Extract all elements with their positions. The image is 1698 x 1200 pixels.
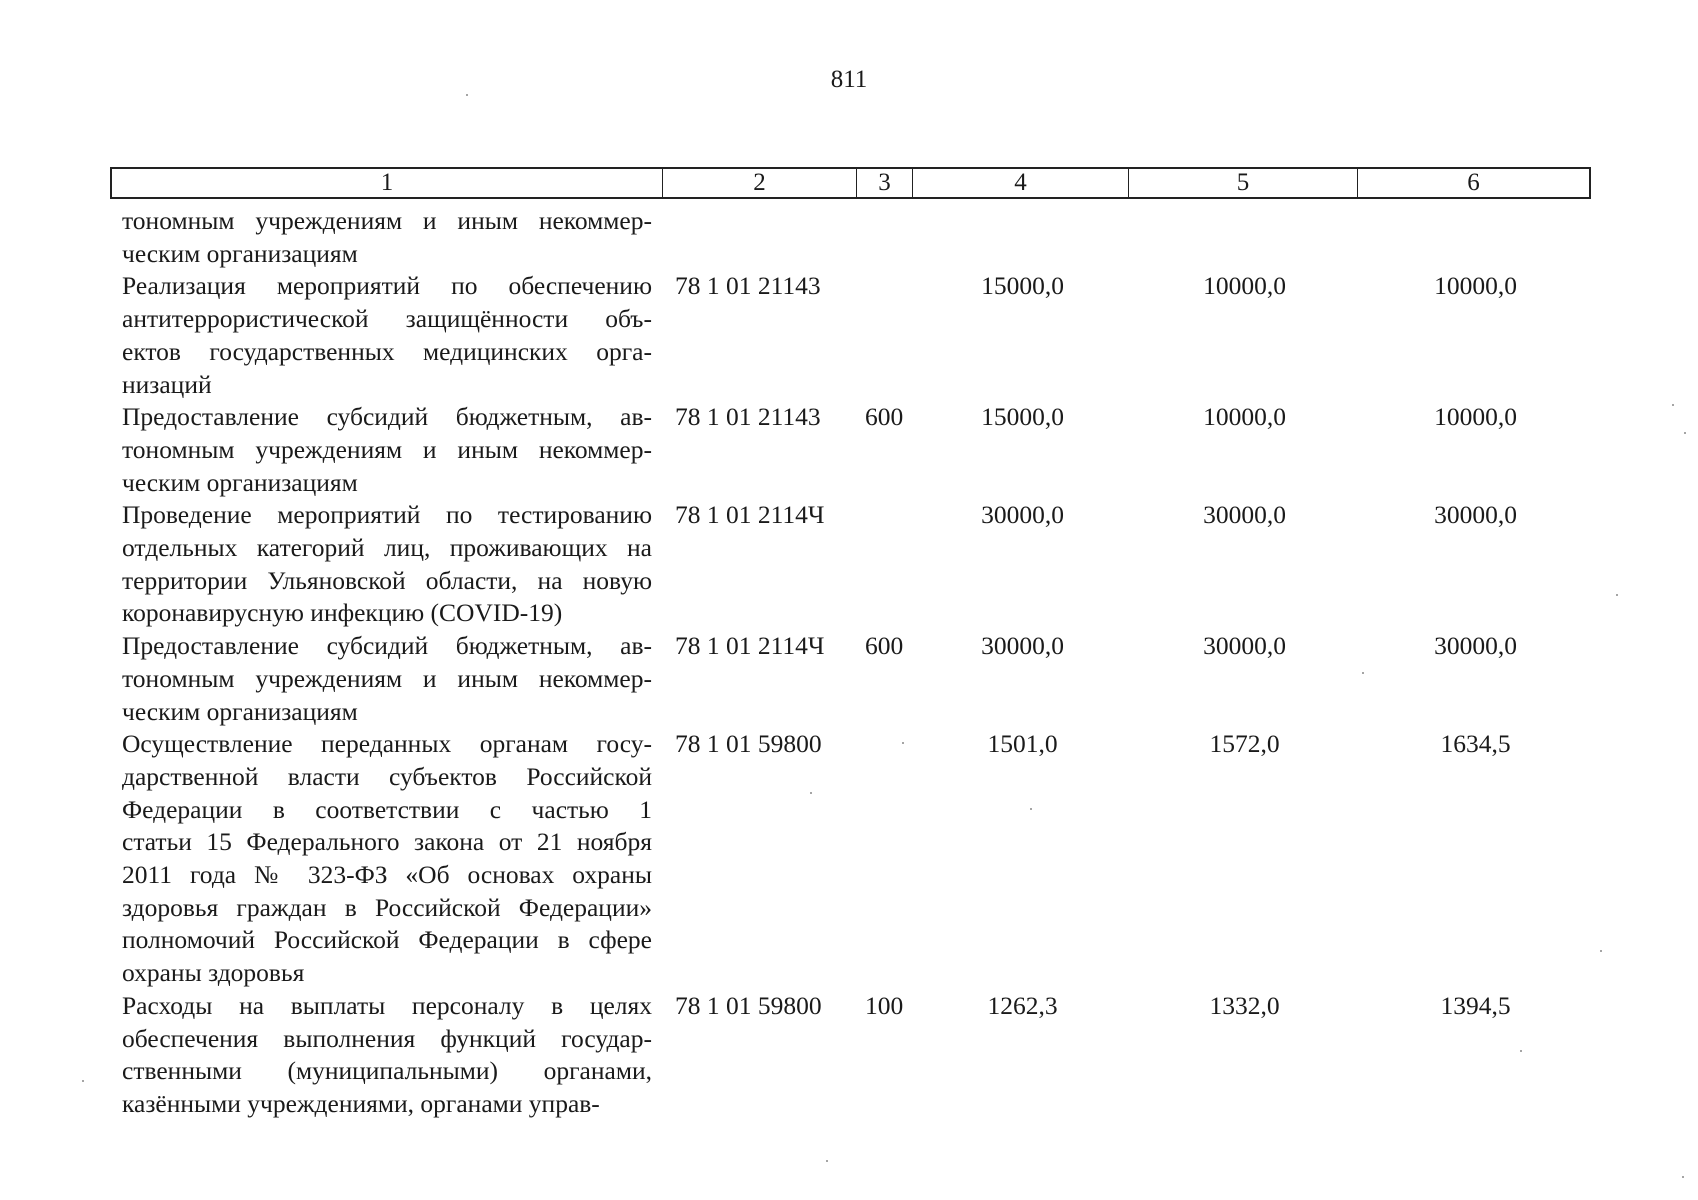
scan-speck <box>1682 1176 1684 1178</box>
description-line: охраны здоровья <box>122 958 305 988</box>
description-line: Предоставление субсидий бюджетным, ав- <box>122 631 652 661</box>
description-line: Расходы на выплаты персоналу в целях <box>122 990 652 1020</box>
row-code: 78 1 01 21143 <box>675 271 821 301</box>
description-line: ческим организациям <box>122 238 358 268</box>
row-code: 78 1 01 21143 <box>675 402 821 432</box>
description-line: здоровья граждан в Российской Федерации» <box>122 892 652 922</box>
description-line: антитеррористической защищённости объ- <box>122 304 652 334</box>
row-value-col-4: 15000,0 <box>981 402 1064 432</box>
table-row <box>0 270 1698 401</box>
row-expense-type: 600 <box>865 631 904 661</box>
table-row <box>0 401 1698 499</box>
scan-speck <box>1520 1050 1522 1052</box>
row-description <box>122 630 652 728</box>
description-line: Осуществление переданных органам госу- <box>122 729 652 759</box>
row-description <box>122 205 652 270</box>
description-line: территории Ульяновской области, на новую <box>122 565 652 595</box>
row-value-col-4: 1501,0 <box>987 729 1058 759</box>
row-description <box>122 499 652 630</box>
header-col-6: 6 <box>1467 169 1480 196</box>
header-col-5: 5 <box>1129 169 1358 197</box>
description-line: статьи 15 Федерального закона от 21 ноября <box>122 827 652 857</box>
row-value-col-5: 10000,0 <box>1203 271 1286 301</box>
description-line: коронавирусную инфекцию (COVID-19) <box>122 598 563 628</box>
header-col-4: 4 <box>913 169 1129 197</box>
table-row <box>0 728 1698 990</box>
table-row <box>0 205 1698 270</box>
row-code: 78 1 01 2114Ч <box>675 500 825 530</box>
header-col-1: 1 <box>112 169 663 197</box>
description-line: Предоставление субсидий бюджетным, ав- <box>122 402 652 432</box>
scan-speck <box>466 94 468 96</box>
description-line: низаций <box>122 369 212 399</box>
page-number: 811 <box>830 66 868 93</box>
row-description <box>122 270 652 401</box>
row-expense-type: 600 <box>865 402 904 432</box>
description-line: казёнными учреждениями, органами управ- <box>122 1088 600 1118</box>
row-value-col-6: 10000,0 <box>1434 271 1517 301</box>
table-row <box>0 499 1698 630</box>
description-line: тономным учреждениям и иным некоммер- <box>122 663 652 693</box>
row-value-col-5: 10000,0 <box>1203 402 1286 432</box>
row-value-col-6: 1394,5 <box>1440 990 1511 1020</box>
row-value-col-5: 1572,0 <box>1209 729 1280 759</box>
table-body <box>0 205 1698 1121</box>
description-line: дарственной власти субъектов Российской <box>122 761 652 791</box>
row-value-col-4: 30000,0 <box>981 631 1064 661</box>
table-header <box>110 167 1591 199</box>
description-line: обеспечения выполнения функций государ- <box>122 1023 652 1053</box>
row-expense-type: 100 <box>865 990 904 1020</box>
table-row <box>0 990 1698 1121</box>
row-value-col-5: 1332,0 <box>1209 990 1280 1020</box>
row-value-col-6: 10000,0 <box>1434 402 1517 432</box>
scan-speck <box>1616 594 1618 596</box>
row-code: 78 1 01 59800 <box>675 990 822 1020</box>
description-line: Федерации в соответствии с частью 1 <box>122 794 652 824</box>
row-value-col-6: 30000,0 <box>1434 631 1517 661</box>
header-col-2: 2 <box>663 169 857 197</box>
table-row <box>0 630 1698 728</box>
scan-speck <box>82 1080 84 1082</box>
scan-speck <box>810 792 812 794</box>
description-line: ственными (муниципальными) органами, <box>122 1056 652 1086</box>
description-line: Проведение мероприятий по тестированию <box>122 500 652 530</box>
row-code: 78 1 01 2114Ч <box>675 631 825 661</box>
row-value-col-4: 1262,3 <box>987 990 1058 1020</box>
description-line: полномочий Российской Федерации в сфере <box>122 925 652 955</box>
scan-speck <box>1030 808 1032 810</box>
row-value-col-5: 30000,0 <box>1203 500 1286 530</box>
row-description <box>122 990 652 1121</box>
row-value-col-6: 30000,0 <box>1434 500 1517 530</box>
scan-speck <box>1362 672 1364 674</box>
scan-speck <box>902 742 904 744</box>
row-value-col-4: 15000,0 <box>981 271 1064 301</box>
scan-speck <box>1672 404 1674 406</box>
description-line: 2011 года № 323-ФЗ «Об основах охраны <box>122 860 652 890</box>
row-code: 78 1 01 59800 <box>675 729 822 759</box>
row-value-col-5: 30000,0 <box>1203 631 1286 661</box>
scan-speck <box>1684 432 1686 434</box>
scan-speck <box>1600 950 1602 952</box>
description-line: ческим организациям <box>122 696 358 726</box>
description-line: тономным учреждениям и иным некоммер- <box>122 434 652 464</box>
description-line: отдельных категорий лиц, проживающих на <box>122 533 652 563</box>
description-line: ческим организациям <box>122 467 358 497</box>
description-line: ектов государственных медицинских орга- <box>122 336 652 366</box>
description-line: тономным учреждениям и иным некоммер- <box>122 206 652 235</box>
scan-speck <box>826 1160 828 1162</box>
row-description <box>122 401 652 499</box>
header-col-3: 3 <box>857 169 913 197</box>
row-value-col-6: 1634,5 <box>1440 729 1511 759</box>
row-description <box>122 728 652 990</box>
description-line: Реализация мероприятий по обеспечению <box>122 271 652 301</box>
row-value-col-4: 30000,0 <box>981 500 1064 530</box>
